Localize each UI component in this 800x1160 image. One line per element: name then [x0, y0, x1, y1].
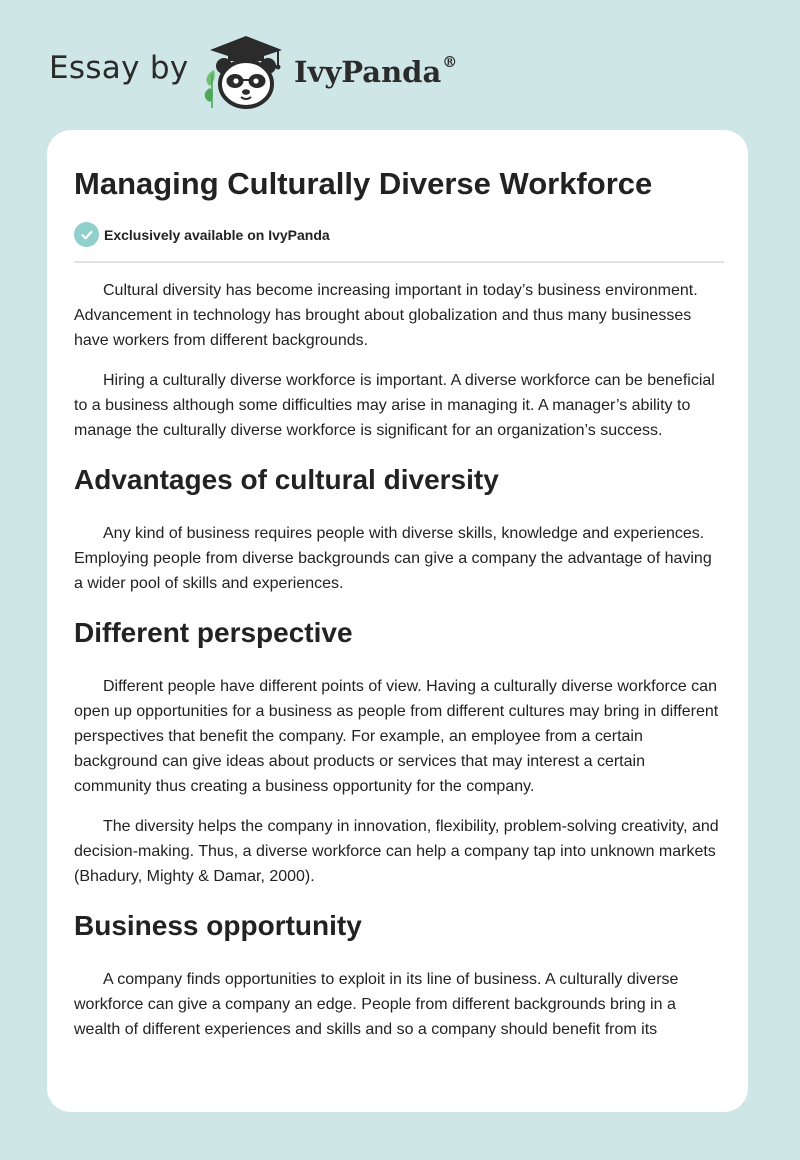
section-heading: Different perspective: [74, 617, 353, 648]
section-heading: Advantages of cultural diversity: [74, 464, 499, 495]
paragraph: Hiring a culturally diverse workforce is important. A diverse workforce can be beneficial to a business although some difficulties may arise in managing it. A manager’s ability to manage the culturally diverse workforce is significant for an organization’s success.: [74, 372, 715, 439]
essay-body: [74, 278, 724, 1057]
ivy-leaf-icon: [205, 70, 215, 108]
paragraph: The diversity helps the company in innovation, flexibility, problem-solving creativity, and decision-making. Thus, a diverse workforce can help a company tap into unknown markets (Bhadury, Mighty & Damar, 2000).: [74, 818, 719, 885]
check-circle-icon: [74, 222, 99, 247]
essay-title: Managing Culturally Diverse Workforce: [74, 166, 653, 201]
registered-mark: ®: [442, 53, 458, 71]
ivypanda-logo[interactable]: [294, 55, 457, 89]
exclusive-badge-label: Exclusively available on IvyPanda: [104, 226, 330, 243]
panda-graduate-icon[interactable]: [200, 34, 292, 110]
brand-name: IvyPanda: [294, 55, 442, 89]
exclusive-badge: [74, 222, 330, 247]
section-heading: Business opportunity: [74, 910, 362, 941]
paragraph: Cultural diversity has become increasing important in today’s business environment. Advancement in technology has brought about globalization and thus many businesses have workers from different backgrounds.: [74, 282, 698, 349]
paragraph: Different people have different points of view. Having a culturally diverse workforce can open up opportunities for a business as people from different cultures may bring in different perspectives that benefit the company. For example, an employee from a certain background can give ideas about products or services that may interest a certain community thus creating a business opportunity for the company.: [74, 678, 719, 795]
essay-card: [47, 130, 748, 1112]
paragraph: A company finds opportunities to exploit in its line of business. A culturally diverse workforce can give a company an edge. People from different backgrounds bring in a wealth of different experiences and skills and so a company should benefit from its: [74, 971, 679, 1038]
site-header: [0, 0, 800, 125]
paragraph: Any kind of business requires people with diverse skills, knowledge and experiences. Employing people from diverse backgrounds can give a company the advantage of having a wider pool of skills and experiences.: [74, 525, 712, 592]
essay-by-label: Essay by: [49, 50, 189, 86]
title-divider: [74, 261, 724, 263]
